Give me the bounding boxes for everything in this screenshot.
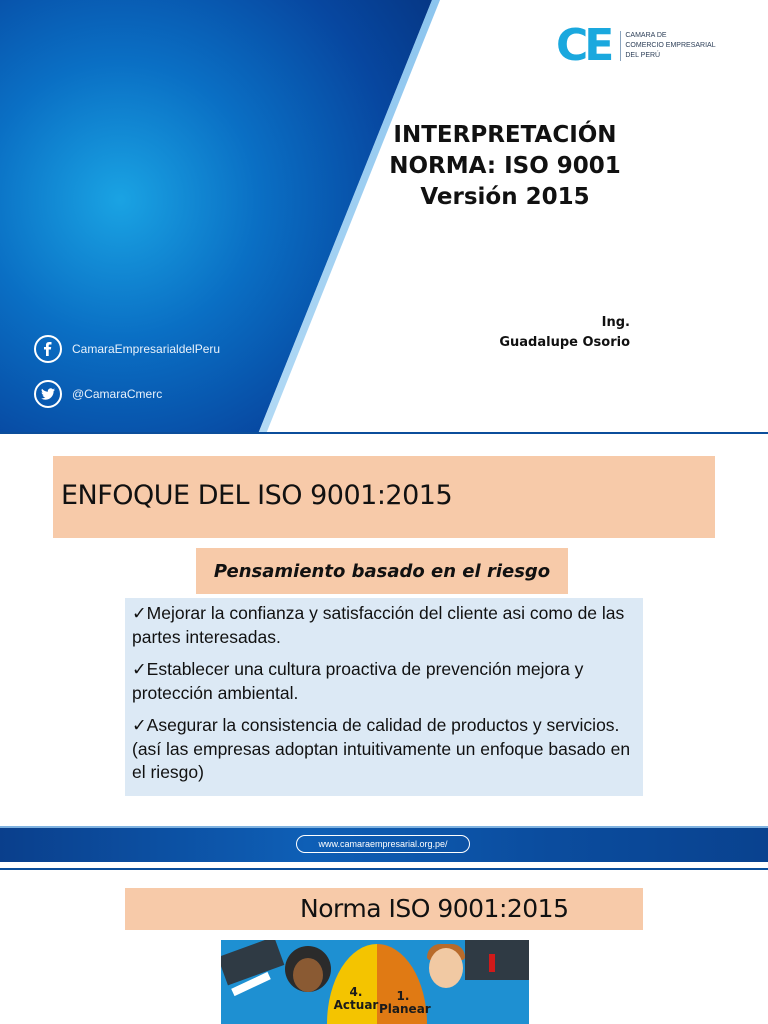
cover-title-line-3: Versión 2015	[420, 184, 590, 210]
cover-title-line-1: INTERPRETACIÓN	[393, 122, 617, 148]
list-item-text: Asegurar la consistencia de calidad de productos y servicios. (así las empresas adoptan intuitivamente un enfoque basado en el riesgo)	[132, 715, 631, 782]
cover-author	[440, 313, 630, 353]
logo-mark: CE	[556, 20, 611, 71]
cycle-label-planear	[379, 989, 431, 1016]
cycle-number-planear: 1.	[396, 989, 410, 1003]
businessman-face	[429, 948, 463, 988]
norma-heading: Norma ISO 9001:2015	[300, 894, 569, 923]
businessman-tie	[489, 954, 495, 972]
slide-enfoque	[0, 436, 768, 866]
check-icon: ✓	[132, 660, 147, 680]
chamber-logo	[556, 20, 716, 71]
cycle-number-actuar: 4.	[349, 985, 363, 999]
list-item-text: Mejorar la confianza y satisfacción del cliente asi como de las partes interesadas.	[132, 603, 625, 647]
enfoque-heading: ENFOQUE DEL ISO 9001:2015	[61, 480, 453, 511]
logo-text	[620, 31, 715, 61]
cycle-label-actuar	[332, 986, 380, 1012]
slide-cover	[0, 0, 768, 434]
enfoque-list	[132, 602, 637, 793]
cover-title-line-2: NORMA: ISO 9001	[389, 153, 621, 179]
list-item	[132, 714, 637, 784]
twitter-icon	[34, 380, 62, 408]
twitter-link[interactable]	[34, 380, 162, 408]
norma-divider	[0, 868, 768, 870]
logo-line-3: DEL PERÚ	[625, 52, 661, 59]
cycle-text-actuar: Actuar	[333, 998, 379, 1012]
cover-divider	[0, 432, 768, 434]
slide-footer-bar	[0, 828, 768, 862]
logo-line-1: CAMARA DE	[625, 32, 667, 39]
cycle-segment-actuar	[327, 944, 377, 1024]
enfoque-heading-bar	[53, 456, 715, 538]
twitter-handle: @CamaraCmerc	[72, 387, 163, 401]
check-icon: ✓	[132, 604, 147, 624]
list-item	[132, 658, 637, 705]
facebook-link[interactable]	[34, 335, 220, 363]
list-item	[132, 602, 637, 649]
author-title: Ing.	[601, 315, 630, 330]
logo-line-2: COMERCIO EMPRESARIAL	[625, 42, 716, 49]
check-icon: ✓	[132, 716, 147, 736]
cover-blue-panel	[0, 0, 440, 434]
facebook-handle: CamaraEmpresarialdelPeru	[72, 342, 221, 356]
enfoque-subheading: Pensamiento basado en el riesgo	[196, 548, 568, 594]
norma-heading-bar	[125, 888, 643, 930]
cover-title	[360, 120, 650, 213]
slide-norma	[0, 868, 768, 1024]
businesswoman-face	[293, 958, 323, 992]
list-item-text: Establecer una cultura proactiva de prevención mejora y protección ambiental.	[132, 659, 584, 703]
businessman-suit	[465, 940, 529, 980]
author-name: Guadalupe Osorio	[499, 335, 630, 350]
facebook-icon	[34, 335, 62, 363]
enfoque-list-box	[125, 598, 643, 796]
cycle-text-planear: Planear	[379, 1002, 431, 1016]
website-link[interactable]: www.camaraempresarial.org.pe/	[296, 835, 470, 853]
pdca-illustration	[221, 940, 529, 1024]
